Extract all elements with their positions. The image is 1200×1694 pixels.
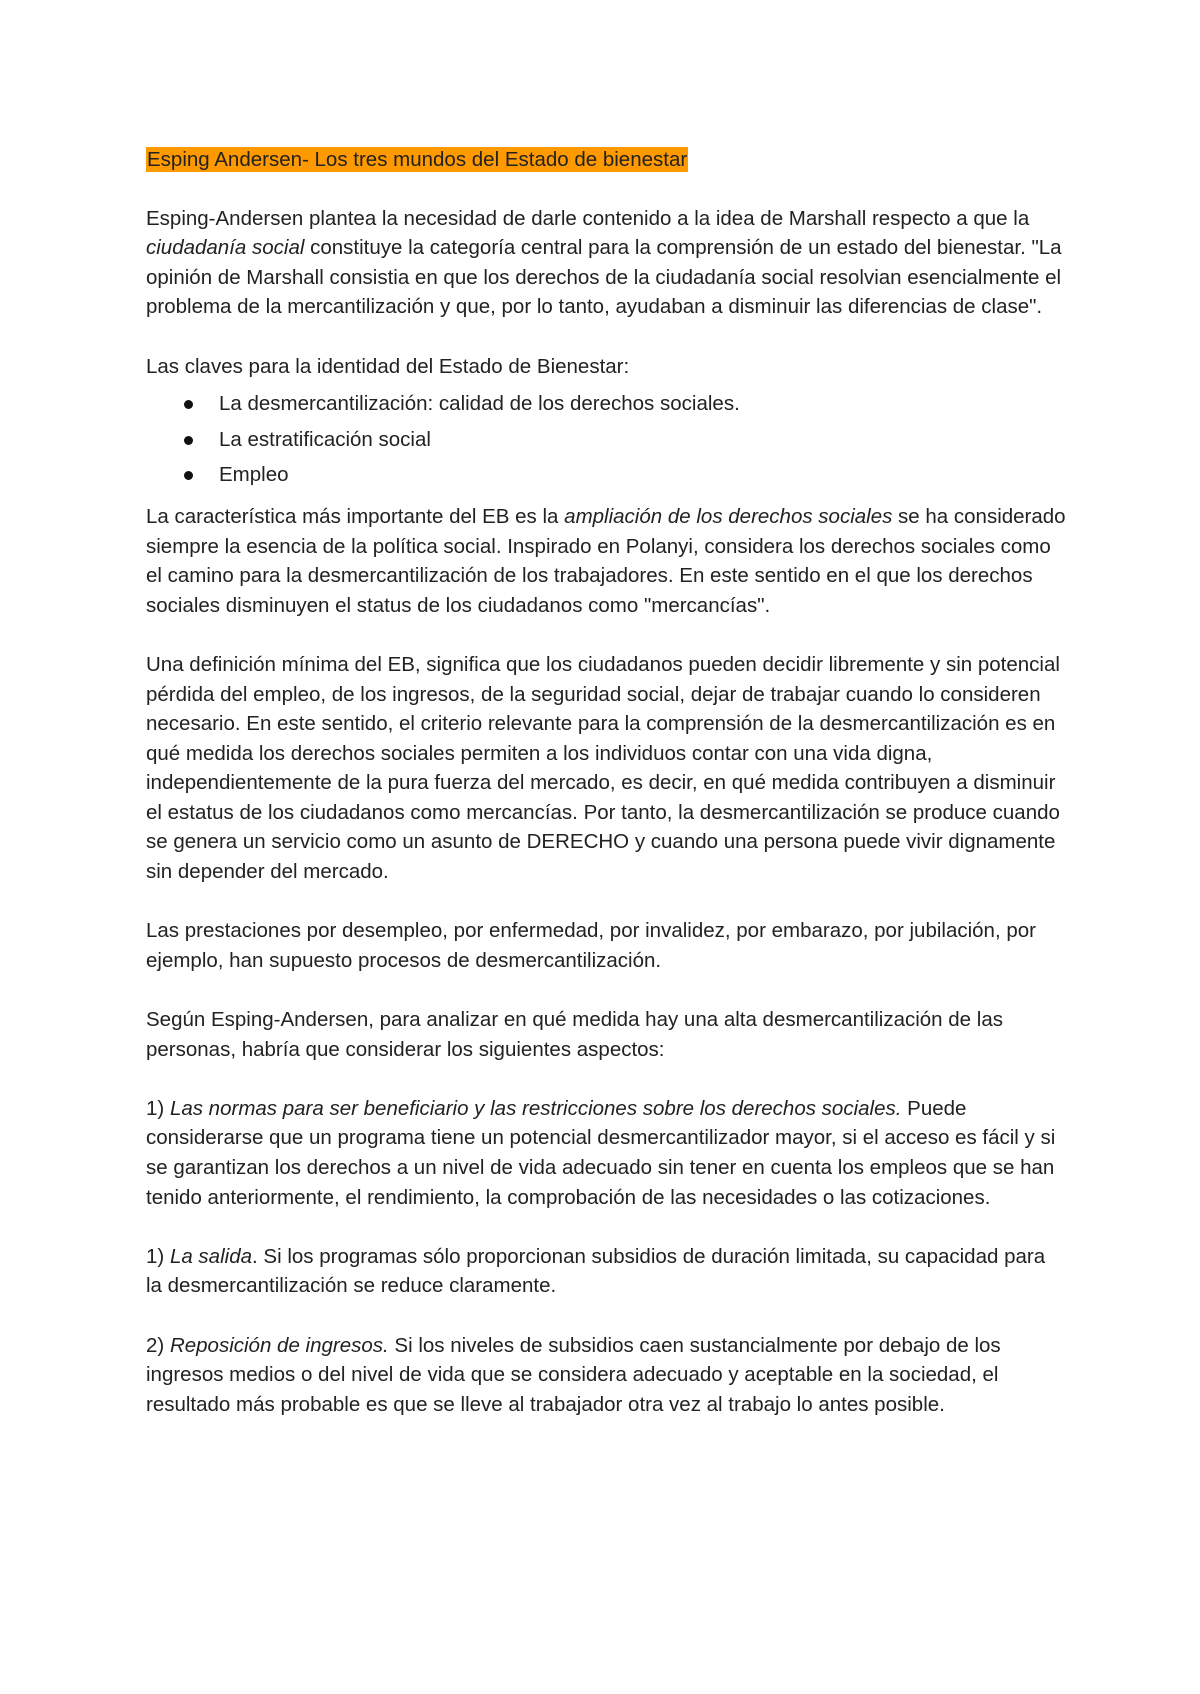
paragraph-text: Si los niveles de subsidios caen sustancialmente por debajo de los ingresos medios o del nivel de vida que se considera adecuado y aceptable en la sociedad, el resultado más probable es que se lleve al trabajador otra vez al trabajo lo antes posible. — [146, 1333, 1001, 1416]
emphasis-text: Las normas para ser beneficiario y las restricciones sobre los derechos sociales. — [169, 1096, 902, 1120]
paragraph-aspects-intro: Según Esping-Andersen, para analizar en qué medida hay una alta desmercantilización de las personas, habría que considerar los siguientes aspectos: — [146, 1008, 1003, 1061]
paragraph-marshall — [146, 204, 1066, 322]
item-number: 1) — [146, 1096, 170, 1120]
keys-intro: Las claves para la identidad del Estado de Bienestar: — [146, 354, 630, 378]
list-item — [146, 460, 1066, 490]
paragraph-text: La característica más importante del EB es la — [146, 504, 565, 528]
bullet-icon — [184, 471, 193, 480]
paragraph-text: constituye la categoría central para la comprensión de un estado del bienestar. "La opinión de Marshall consistia en que los derechos de la ciudadanía social resolvian esencialmente el problema de la mercantilización y que, por lo tanto, ayudaban a disminuir las diferencias de clase". — [146, 236, 1062, 319]
title-line — [146, 145, 1066, 175]
list-item-text: La estratificación social — [219, 427, 431, 451]
document-page — [146, 145, 1066, 1449]
aspect-item-exit — [146, 1242, 1066, 1301]
aspect-item-rules — [146, 1094, 1066, 1212]
paragraph-definition: Una definición mínima del EB, significa que los ciudadanos pueden decidir libremente y sin potencial pérdida del empleo, de los ingresos, de la seguridad social, dejar de trabajar cuando lo consideren necesario. En este sentido, el criterio relevante para la comprensión de la desmercantilización es en qué medida los derechos sociales permiten a los individuos contar con una vida digna, independientemente de la pura fuerza del mercado, es decir, en qué medida contribuyen a disminuir el estatus de los ciudadanos como mercancías. Por tanto, la desmercantilización se produce cuando se genera un servicio como un asunto de DERECHO y cuando una persona puede vivir dignamente sin depender del mercado. — [146, 652, 1060, 884]
list-item-text: Empleo — [219, 463, 289, 487]
emphasis-text: La salida — [169, 1244, 252, 1268]
paragraph-text: . Si los programas sólo proporcionan subsidios de duración limitada, su capacidad para la desmercantilización se reduce claramente. — [146, 1244, 1046, 1298]
list-item-text: La desmercantilización: calidad de los derechos sociales. — [219, 392, 740, 416]
paragraph-benefits: Las prestaciones por desempleo, por enfermedad, por invalidez, por embarazo, por jubilación, por ejemplo, han supuesto procesos de desmercantilización. — [146, 919, 1036, 972]
list-item — [146, 425, 1066, 455]
document-title: Esping Andersen- Los tres mundos del Estado de bienestar — [147, 148, 688, 171]
emphasis-text: Reposición de ingresos. — [169, 1333, 389, 1357]
item-number: 2) — [146, 1333, 170, 1357]
list-item — [146, 389, 1066, 419]
paragraph-text: se ha considerado siempre la esencia de la política social. Inspirado en Polanyi, considera los derechos sociales como el camino para la desmercantilización de los trabajadores. En este sentido en el que los derechos sociales disminuyen el status de los ciudadanos como "mercancías". — [146, 504, 1066, 617]
aspect-item-income — [146, 1331, 1066, 1420]
item-number: 1) — [146, 1244, 170, 1268]
keys-list — [146, 389, 1066, 490]
paragraph-text: Esping-Andersen plantea la necesidad de darle contenido a la idea de Marshall respecto a que la — [146, 206, 1030, 230]
paragraph-text: Puede considerarse que un programa tiene un potencial desmercantilizador mayor, si el acceso es fácil y si se garantizan los derechos a un nivel de vida adecuado sin tener en cuenta los empleos que se han tenido anteriormente, el rendimiento, la comprobación de las necesidades o las cotizaciones. — [146, 1096, 1056, 1209]
emphasis-text: ciudadanía social — [146, 236, 305, 260]
bullet-icon — [184, 400, 193, 409]
paragraph-characteristic — [146, 502, 1066, 620]
emphasis-text: ampliación de los derechos sociales — [564, 504, 893, 528]
bullet-icon — [184, 436, 193, 445]
